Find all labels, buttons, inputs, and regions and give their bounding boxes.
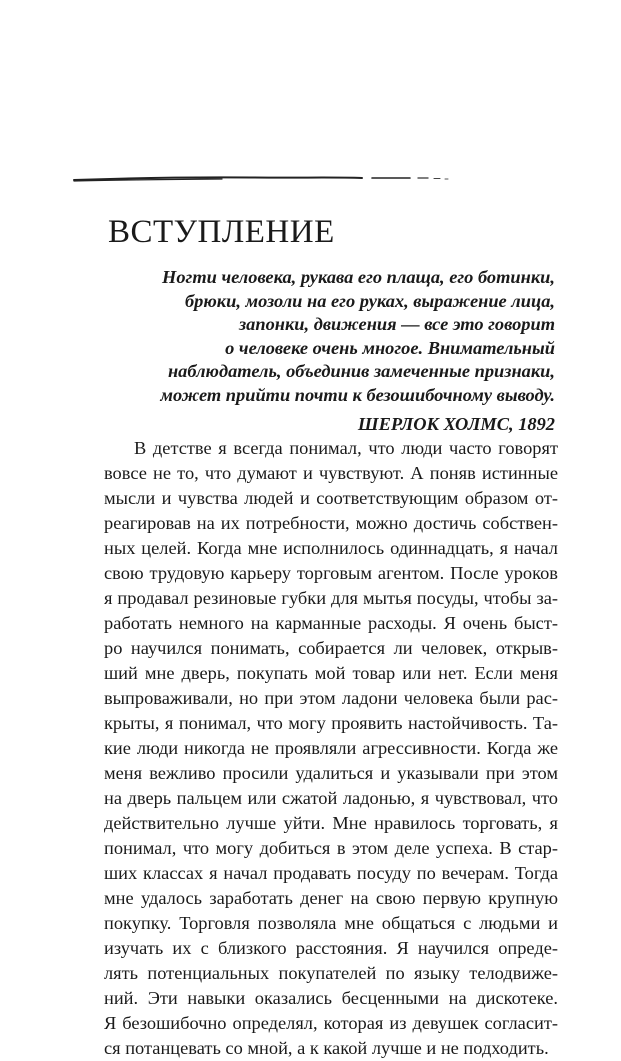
body-line: выпроваживали, но при этом ладони человека были рас- bbox=[104, 688, 558, 708]
body-line: действительно лучше уйти. Мне нравилось торговать, я bbox=[104, 813, 558, 833]
epigraph-line: наблюдатель, объединив замеченные признаки, bbox=[167, 361, 555, 381]
body-line: мне удалось заработать денег на свою первую крупную bbox=[104, 888, 558, 908]
body-line: я продавал резиновые губки для мытья посуды, чтобы за- bbox=[104, 588, 558, 608]
body-line: крыты, я понимал, что могу проявить настойчивость. Та- bbox=[104, 713, 558, 733]
body-line: ных целей. Когда мне исполнилось одиннадцать, я начал bbox=[104, 538, 558, 558]
body-line: свою трудовую карьеру торговым агентом. После уроков bbox=[104, 563, 558, 583]
body-line: Я безошибочно определял, которая из девушек согласит- bbox=[104, 1013, 558, 1033]
body-line: на дверь пальцем или сжатой ладонью, я чувствовал, что bbox=[104, 788, 558, 808]
epigraph-attribution: ШЕРЛОК ХОЛМС, 1892 bbox=[357, 414, 555, 434]
epigraph-line: запонки, движения — все это говорит bbox=[238, 314, 555, 334]
body-line: меня вежливо просили удалиться и указывали при этом bbox=[104, 763, 558, 783]
body-line: вовсе не то, что думают и чувствуют. А поняв истинные bbox=[104, 463, 558, 483]
epigraph-line: о человеке очень многое. Внимательный bbox=[225, 337, 555, 358]
body-line: мысли и чувства людей и соответствующим образом от- bbox=[104, 488, 558, 508]
epigraph-line: брюки, мозоли на его руках, выражение лица, bbox=[184, 290, 555, 311]
body-line: ших классах я начал продавать посуду по вечерам. Тогда bbox=[104, 863, 558, 883]
body-paragraph bbox=[104, 436, 558, 1061]
chapter-title: ВСТУПЛЕНИЕ bbox=[108, 214, 335, 250]
body-line: покупку. Торговля позволяла мне общаться с людьми и bbox=[104, 913, 558, 933]
body-line: ний. Эти навыки оказались бесценными на дискотеке. bbox=[104, 988, 558, 1008]
body-line: ся потанцевать со мной, а к какой лучше и не подходить. bbox=[104, 1038, 549, 1058]
body-line: ший мне дверь, покупать мой товар или нет. Если меня bbox=[104, 663, 558, 683]
body-line: работать немного на карманные расходы. Я очень быст- bbox=[104, 613, 558, 633]
epigraph-line: Ногти человека, рукава его плаща, его ботинки, bbox=[162, 267, 555, 287]
epigraph bbox=[112, 266, 555, 437]
body-line: кие люди никогда не проявляли агрессивности. Когда же bbox=[104, 738, 558, 758]
chapter-decorative-rule bbox=[72, 172, 452, 186]
body-line: реагировав на их потребности, можно достичь собствен- bbox=[104, 513, 558, 533]
epigraph-line: может прийти почти к безошибочному выводу. bbox=[160, 384, 555, 405]
body-line: понимал, что могу добиться в этом деле успеха. В стар- bbox=[104, 838, 558, 858]
body-line: В детстве я всегда понимал, что люди часто говорят bbox=[134, 438, 558, 458]
body-line: ро научился понимать, собирается ли человек, открыв- bbox=[104, 638, 558, 658]
body-line: изучать их с близкого расстояния. Я научился опреде- bbox=[104, 938, 558, 958]
body-line: лять потенциальных покупателей по языку телодвиже- bbox=[104, 963, 558, 983]
